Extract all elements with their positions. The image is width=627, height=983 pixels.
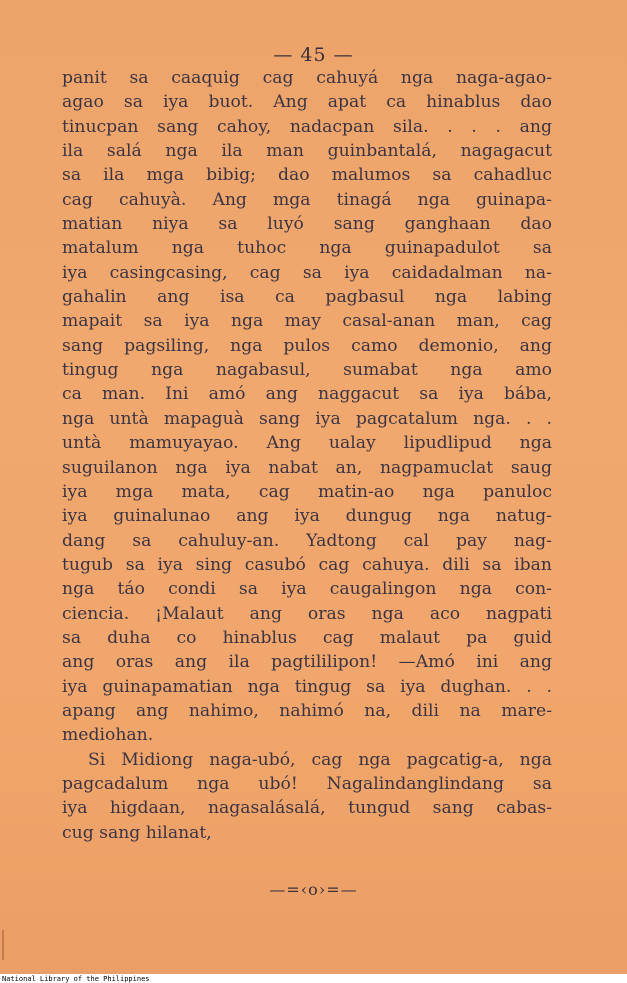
text-line: cag cahuyà. Ang mga tinagá nga guinapa- bbox=[62, 189, 552, 210]
text-line: panit sa caaquig cag cahuyá nga naga-agao- bbox=[62, 68, 552, 88]
text-line: cug sang hilanat, bbox=[62, 822, 212, 843]
page-number: — 45 — bbox=[273, 44, 354, 66]
text-line: mapait sa iya nga may casal-anan man, cag bbox=[62, 311, 552, 332]
text-line: iya higdaan, nagasalásalá, tungud sang cabas- bbox=[62, 798, 552, 819]
body-text bbox=[62, 66, 552, 845]
text-line: Si Midiong naga-ubó, cag nga pagcatig-a, nga bbox=[88, 749, 552, 770]
footer-credit: National Library of the Philippines bbox=[2, 975, 150, 983]
text-line: sang pagsiling, nga pulos camo demonio, ang bbox=[62, 335, 552, 356]
text-line: sa ila mga bibig; dao malumos sa cahadluc bbox=[62, 165, 552, 186]
text-line: mediohan. bbox=[62, 725, 154, 746]
text-line: iya mga mata, cag matin-ao nga panuloc bbox=[62, 481, 552, 502]
text-line: tugub sa iya sing casubó cag cahuya. dili sa iban bbox=[62, 554, 552, 575]
text-line: tingug nga nagabasul, sumabat nga amo bbox=[62, 360, 552, 381]
text-line: matalum nga tuhoc nga guinapadulot sa bbox=[62, 238, 552, 259]
text-line: untà mamuyayao. Ang ualay lipudlipud nga bbox=[62, 433, 552, 454]
text-line: iya casingcasing, cag sa iya caidadalman na- bbox=[62, 262, 552, 283]
ornament-divider: —=‹o›=— bbox=[269, 880, 358, 899]
text-line: agao sa iya buot. Ang apat ca hinablus dao bbox=[62, 92, 552, 113]
text-line: ila salá nga ila man guinbantalá, nagagacut bbox=[62, 141, 552, 162]
text-line: iya guinalunao ang iya dungug nga natug- bbox=[62, 506, 552, 527]
text-line: nga untà mapaguà sang iya pagcatalum nga. . . bbox=[62, 408, 552, 429]
text-line: ciencia. ¡Malaut ang oras nga aco nagpati bbox=[62, 603, 552, 624]
text-line: dang sa cahuluy-an. Yadtong cal pay nag- bbox=[62, 530, 552, 551]
text-line: tinucpan sang cahoy, nadacpan sila. . . . ang bbox=[62, 116, 552, 137]
text-line: iya guinapamatian nga tingug sa iya dughan. . . bbox=[62, 676, 552, 697]
text-line: gahalin ang isa ca pagbasul nga labing bbox=[62, 287, 552, 308]
text-line: nga táo condi sa iya caugalingon nga con- bbox=[62, 579, 552, 600]
text-line: apang ang nahimo, nahimó na, dili na mare- bbox=[62, 700, 552, 721]
page-edge-mark bbox=[2, 930, 16, 960]
text-line: ang oras ang ila pagtililipon! —Amó ini ang bbox=[62, 652, 552, 673]
text-line: matian niya sa luyó sang ganghaan dao bbox=[62, 214, 552, 235]
text-line: sa duha co hinablus cag malaut pa guid bbox=[62, 627, 552, 648]
text-line: pagcadalum nga ubó! Nagalindanglindang sa bbox=[62, 773, 552, 794]
text-line: suguilanon nga iya nabat an, nagpamuclat saug bbox=[62, 457, 552, 478]
text-line: ca man. Ini amó ang naggacut sa iya bába, bbox=[62, 384, 552, 405]
